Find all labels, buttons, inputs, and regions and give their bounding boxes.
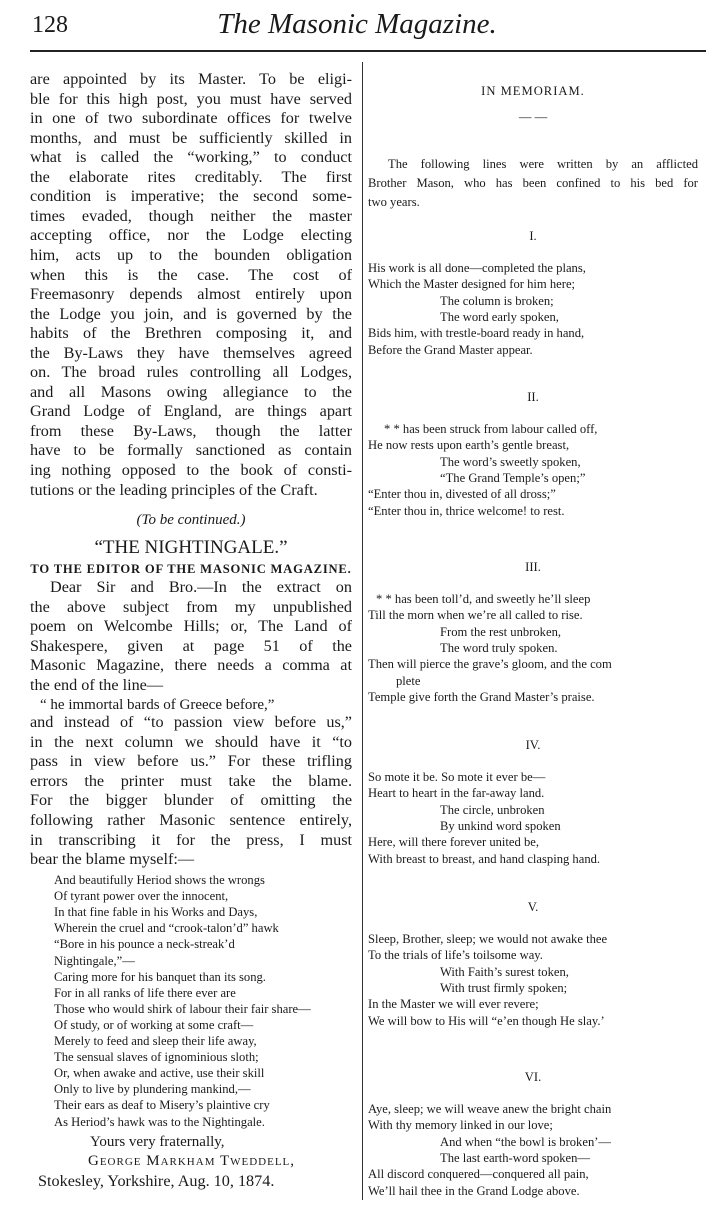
poem-line: The word truly spoken. bbox=[440, 640, 558, 655]
page-number: 128 bbox=[32, 12, 68, 38]
body-line: months, and must be sufficiently skilled in bbox=[30, 128, 352, 147]
section-heading: IN MEMORIAM. bbox=[481, 84, 585, 98]
body-line: accepting office, nor the Lodge electing bbox=[30, 226, 352, 245]
poem-line: With thy memory linked in our love; bbox=[368, 1118, 553, 1133]
body-line: in one of two subordinate offices for twelve bbox=[30, 109, 352, 128]
poem-line: Their ears as deaf to Misery’s plaintive cry bbox=[54, 1098, 270, 1113]
stanza-number: VI. bbox=[524, 1070, 542, 1084]
letter-signoff: Yours very fraternally, bbox=[90, 1134, 225, 1150]
poem-line: So mote it be. So mote it ever be— bbox=[368, 770, 546, 784]
poem-line: Temple give forth the Grand Master’s praise. bbox=[368, 689, 595, 704]
letter-line: poem on Welcombe Hills; or, The Land of bbox=[30, 617, 352, 635]
letter-line: pass in view before us.” For these trifling bbox=[30, 752, 352, 771]
poem-line: Only to live by plundering mankind,— bbox=[54, 1082, 251, 1097]
poem-line: Before the Grand Master appear. bbox=[368, 342, 533, 357]
poem-line: Wherein the cruel and “crook-talon’d” hawk bbox=[54, 921, 279, 936]
poem-line: The word early spoken, bbox=[440, 309, 559, 324]
poem-line: Those who would shirk of labour their fair share— bbox=[54, 1001, 311, 1016]
letter-signature: George Markham Tweddell, bbox=[88, 1153, 296, 1169]
poem-line: Caring more for his banquet than its song. bbox=[54, 969, 266, 984]
poem-line: For in all ranks of life there ever are bbox=[54, 985, 236, 1000]
poem-line: In that fine fable in his Works and Days, bbox=[54, 905, 258, 920]
poem-line: * * has been struck from labour called off, bbox=[384, 422, 598, 436]
poem-line: Or, when awake and active, use their skill bbox=[54, 1066, 265, 1081]
letter-line: Dear Sir and Bro.—In the extract on bbox=[50, 578, 352, 596]
body-line: are appointed by its Master. To be eligi- bbox=[30, 70, 352, 88]
body-line: him, acts up to the bounden obligation bbox=[30, 245, 352, 264]
poem-line: With Faith’s surest token, bbox=[440, 964, 569, 979]
poem-line: The sensual slaves of ignominious sloth; bbox=[54, 1050, 259, 1065]
poem-line: The column is broken; bbox=[440, 293, 554, 308]
header-rule bbox=[30, 50, 706, 52]
body-line: ing nothing opposed to the book of consti- bbox=[30, 461, 352, 479]
intro-line: two years. bbox=[368, 195, 420, 209]
poem-line: “The Grand Temple’s open;” bbox=[440, 470, 586, 485]
body-line: habits of the Brethren composing it, and bbox=[30, 324, 352, 343]
poem-line: We’ll hail thee in the Grand Lodge above. bbox=[368, 1183, 580, 1198]
poem-line: By unkind word spoken bbox=[440, 818, 561, 833]
letter-line: following rather Masonic sentence entirely, bbox=[30, 811, 352, 829]
letter-line: Masonic Magazine, there needs a comma at bbox=[30, 656, 352, 674]
heading-dash: — — bbox=[518, 110, 548, 124]
poem-line: Heart to heart in the far-away land. bbox=[368, 786, 545, 801]
stanza-number: II. bbox=[527, 390, 539, 404]
page-header bbox=[0, 0, 714, 56]
poem-line: Which the Master designed for him here; bbox=[368, 277, 576, 292]
body-line: the By-Laws they have themselves agreed bbox=[30, 343, 352, 362]
poem-line: Of study, or of working at some craft— bbox=[54, 1017, 254, 1032]
poem-line: Till the morn when we’re all called to rise. bbox=[368, 608, 583, 623]
body-line: Freemasonry depends almost entirely upon bbox=[30, 285, 352, 304]
poem-line: As Heriod’s hawk was to the Nightingale. bbox=[54, 1114, 265, 1129]
poem-line: Sleep, Brother, sleep; we would not awake thee bbox=[368, 932, 608, 946]
stanza-number: III. bbox=[525, 560, 541, 574]
poem-line: We will bow to His will “e’en though He slay.’ bbox=[368, 1013, 605, 1028]
poem-line: The circle, unbroken bbox=[440, 802, 545, 817]
salutation-heading: TO THE EDITOR OF THE MASONIC MAGAZINE. bbox=[30, 562, 352, 576]
to-be-continued-note: (To be continued.) bbox=[136, 512, 246, 528]
letter-line: the end of the line— bbox=[30, 675, 164, 694]
poem-line: “Enter thou in, thrice welcome! to rest. bbox=[368, 503, 565, 518]
body-line: on. The broad rules controlling all Lodges, bbox=[30, 363, 352, 382]
body-line: what is called the “working,” to conduct bbox=[30, 148, 352, 167]
poem-line: From the rest unbroken, bbox=[440, 624, 562, 639]
poem-line: To the trials of life’s toilsome way. bbox=[368, 948, 543, 963]
stanza-number: I. bbox=[529, 229, 537, 243]
body-line: and all Masons owing allegiance to the bbox=[30, 382, 352, 401]
body-line: when this is the case. The cost of bbox=[30, 265, 352, 284]
body-line: the Lodge you join, and is governed by the bbox=[30, 304, 352, 323]
body-line: times evaded, though neither the master bbox=[30, 206, 352, 225]
poem-line: Bids him, with trestle-board ready in hand, bbox=[368, 326, 585, 341]
poem-line: “Enter thou in, divested of all dross;” bbox=[368, 487, 556, 502]
poem-line: With breast to breast, and hand clasping hand. bbox=[368, 851, 601, 866]
letter-line: in transcribing it for the press, I must bbox=[30, 830, 352, 849]
poem-line: The last earth-word spoken— bbox=[440, 1150, 591, 1165]
body-line: have to be formally sanctioned as contain bbox=[30, 441, 352, 460]
letter-line: For the bigger blunder of omitting the bbox=[30, 791, 352, 810]
body-line: the elaborate rites creditably. The first bbox=[30, 167, 352, 186]
poem-line: plete bbox=[396, 673, 421, 688]
poem-line: In the Master we will ever revere; bbox=[368, 997, 539, 1012]
body-line: tutions or the leading principles of the Craft. bbox=[30, 480, 318, 499]
poem-line: Here, will there forever united be, bbox=[368, 835, 539, 850]
poem-line: Aye, sleep; we will weave anew the bright chain bbox=[368, 1102, 612, 1116]
letter-line: errors the printer must take the blame. bbox=[30, 771, 352, 790]
stanza-number: IV. bbox=[525, 738, 541, 752]
quoted-line: “ he immortal bards of Greece before,” bbox=[40, 697, 275, 713]
letter-line: in the next column we should have it “to bbox=[30, 732, 352, 751]
stanza-number: V. bbox=[527, 900, 539, 914]
poem-line: Then will pierce the grave’s gloom, and the com bbox=[368, 657, 612, 672]
body-line: ble for this high post, you must have served bbox=[30, 89, 352, 108]
poem-line: He now rests upon earth’s gentle breast, bbox=[368, 438, 570, 453]
intro-line: Brother Mason, who has been confined to his bed for bbox=[368, 176, 698, 190]
poem-line: “Bore in his pounce a neck-streak’d bbox=[54, 937, 235, 952]
letter-line: and instead of “to passion view before us,” bbox=[30, 713, 352, 731]
letter-line: Shakespere, given at page 51 of the bbox=[30, 636, 352, 655]
body-line: from these By-Laws, though the latter bbox=[30, 421, 352, 440]
poem-line: Nightingale,”— bbox=[54, 953, 135, 968]
article-title: “THE NIGHTINGALE.” bbox=[94, 537, 288, 558]
body-line: Grand Lodge of England, are things apart bbox=[30, 402, 352, 421]
poem-line: Of tyrant power over the innocent, bbox=[54, 889, 229, 904]
letter-place-date: Stokesley, Yorkshire, Aug. 10, 1874. bbox=[38, 1172, 275, 1190]
letter-line: the above subject from my unpublished bbox=[30, 597, 352, 616]
poem-line: The word’s sweetly spoken, bbox=[440, 454, 581, 469]
intro-line: The following lines were written by an afflicted bbox=[388, 157, 698, 171]
poem-line: And when “the bowl is broken’— bbox=[440, 1134, 612, 1149]
letter-line: bear the blame myself:— bbox=[30, 850, 195, 869]
poem-line: Merely to feed and sleep their life away, bbox=[54, 1034, 257, 1048]
poem-line: His work is all done—completed the plans, bbox=[368, 261, 586, 275]
poem-line: And beautifully Heriod shows the wrongs bbox=[54, 873, 265, 887]
poem-line: All discord conquered—conquered all pain, bbox=[368, 1167, 589, 1182]
poem-line: With trust firmly spoken; bbox=[440, 980, 568, 995]
body-line: condition is imperative; the second some- bbox=[30, 187, 352, 206]
poem-line: * * has been toll’d, and sweetly he’ll sleep bbox=[376, 592, 591, 606]
running-title: The Masonic Magazine. bbox=[217, 8, 497, 40]
